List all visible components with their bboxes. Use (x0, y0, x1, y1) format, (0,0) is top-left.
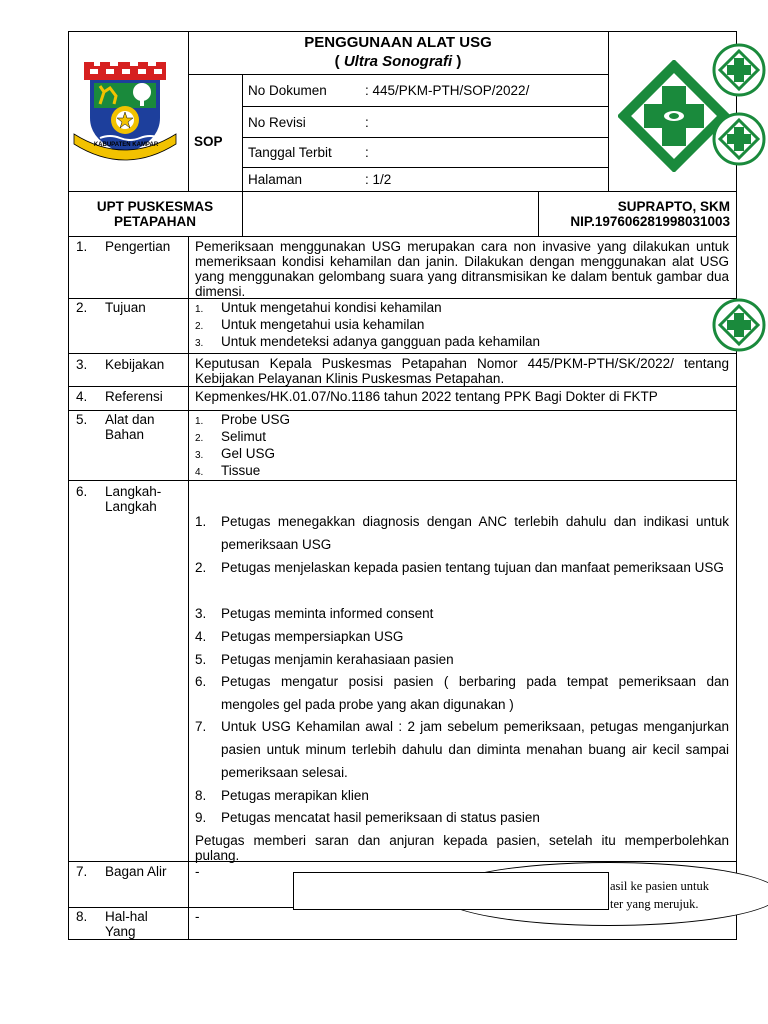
section-number: 5. (76, 412, 88, 427)
meta-value-halaman: : 1/2 (365, 172, 392, 187)
tujuan-list (195, 300, 540, 351)
section-number: 3. (76, 357, 88, 372)
logo-ribbon-text: KABUPATEN KAMPAR (93, 142, 159, 148)
meta-value-no-revisi: : (365, 115, 369, 130)
overlay-text: asil ke pasien untuk ter yang merujuk. (610, 879, 709, 911)
list-item: 1. Untuk mengetahui kondisi kehamilan (195, 300, 442, 315)
meta-value-no-dokumen: : 445/PKM-PTH/SOP/2022/ (365, 83, 530, 98)
kebijakan-text: Keputusan Kepala Puskesmas Petapahan Nomor 445/PKM-PTH/SK/2022/ tentang Kebijakan Pelayanan Klinis Puskesmas Petapahan. (195, 356, 729, 386)
list-item: 4. Tissue (195, 463, 261, 478)
document-title: PENGGUNAAN ALAT USG (304, 34, 492, 51)
section-number: 1. (76, 239, 88, 254)
puskesmas-badge-icon (712, 43, 766, 97)
document-subtitle: ( Ultra Sonografi ) (334, 53, 462, 70)
bagan-alir-value: - (195, 864, 200, 879)
alat-bahan-list (195, 412, 290, 480)
section-label-bagan-alir: Bagan Alir (105, 864, 167, 879)
puskesmas-badge-icon (712, 112, 766, 166)
section-number: 8. (76, 909, 88, 924)
list-item: 3. Gel USG (195, 446, 276, 461)
section-label-hal-hal: Hal-hal Yang (105, 909, 148, 939)
section-label-referensi: Referensi (105, 389, 163, 404)
meta-label-no-revisi: No Revisi (248, 115, 306, 130)
meta-value-tanggal-terbit: : (365, 145, 369, 160)
meta-label-halaman: Halaman (248, 172, 303, 187)
referensi-text: Kepmenkes/HK.01.07/No.1186 tahun 2022 tentang PPK Bagi Dokter di FKTP (195, 389, 658, 404)
section-label-tujuan: Tujuan (105, 300, 146, 315)
section-label-pengertian: Pengertian (105, 239, 171, 254)
step-item: 1. Petugas menegakkan diagnosis dengan ANC terlebih dahulu dan indikasi untuk pemeriksaan USG (195, 514, 729, 552)
step-item: 2. Petugas menjelaskan kepada pasien tentang tujuan dan manfaat pemeriksaan USG (195, 560, 724, 575)
step-item: 7. Untuk USG Kehamilan awal : 2 jam sebelum pemeriksaan, petugas menganjurkan pasien untuk minum terlebih dahulu dan diminta menahan buang air kecil sampai pemeriksaan selesai. (195, 719, 729, 780)
flowchart-box (293, 872, 609, 910)
meta-label-tanggal-terbit: Tanggal Terbit (248, 145, 332, 160)
hal-hal-value: - (195, 909, 200, 924)
pengertian-text: Pemeriksaan menggunakan USG merupakan cara non invasive yang dilakukan untuk memeriksaan kondisi kehamilan dan janin. Dilakukan dengan menggunakan alat USG yang menggunakan gelombang suara yang ditransmisikan ke dalam bentuk gambar dua dimensi. (195, 239, 729, 299)
step-item: 3. Petugas meminta informed consent (195, 606, 434, 621)
list-item: 1. Probe USG (195, 412, 291, 427)
signer: SUPRAPTO, SKM NIP.197606281998031003 (570, 199, 730, 229)
section-number: 6. (76, 484, 88, 499)
step-item: 5. Petugas menjamin kerahasiaan pasien (195, 652, 454, 667)
section-number: 2. (76, 300, 88, 315)
step-item: 9. Petugas mencatat hasil pemeriksaan di status pasien (195, 810, 540, 825)
step-item: 8. Petugas merapikan klien (195, 788, 369, 803)
section-number: 4. (76, 389, 88, 404)
list-item: 2. Selimut (195, 429, 267, 444)
kabupaten-kampar-logo (70, 58, 180, 166)
section-label-kebijakan: Kebijakan (105, 357, 165, 372)
meta-label-no-dokumen: No Dokumen (248, 83, 327, 98)
list-item: 2. Untuk mengetahui usia kehamilan (195, 317, 425, 332)
section-label-langkah: Langkah- Langkah (105, 484, 162, 514)
section-label-alat: Alat dan Bahan (105, 412, 155, 442)
sop-label: SOP (194, 134, 223, 149)
step-item: 6. Petugas mengatur posisi pasien ( berbaring pada tempat pemeriksaan dan mengoles gel pada probe yang akan digunakan ) (195, 674, 729, 712)
subtitle-italic: Ultra Sonografi (343, 53, 453, 70)
puskesmas-badge-icon (712, 298, 766, 352)
section-number: 7. (76, 864, 88, 879)
step-item: 4. Petugas mempersiapkan USG (195, 629, 404, 644)
langkah-closing-text: Petugas memberi saran dan anjuran kepada pasien, setelah itu memperbolehkan pulang. (195, 833, 729, 863)
org-name: UPT PUSKESMAS PETAPAHAN (96, 199, 214, 229)
list-item: 3. Untuk mendeteksi adanya gangguan pada kehamilan (195, 334, 540, 349)
